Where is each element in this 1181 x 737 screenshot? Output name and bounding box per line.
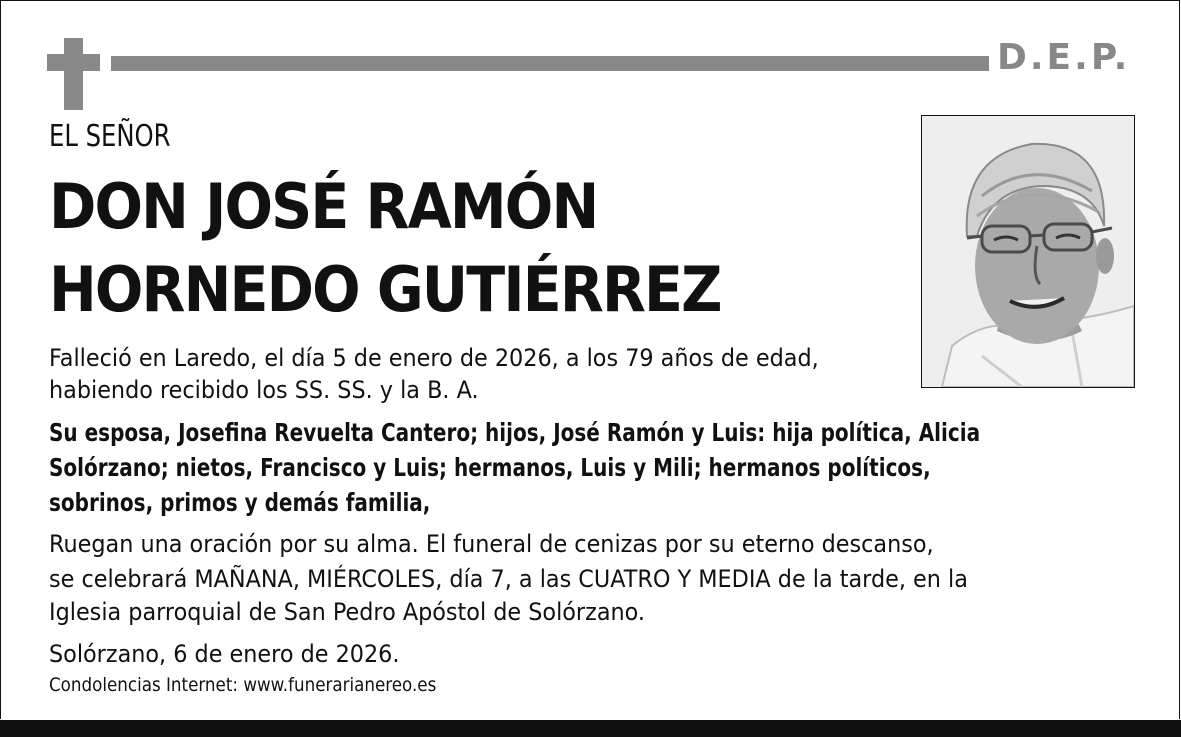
condolences-link[interactable]: Condolencias Internet: www.funerarianereo.es <box>49 674 437 696</box>
cross-icon-crossbar <box>47 54 100 71</box>
funeral-line2: se celebrará MAÑANA, MIÉRCOLES, día 7, a las CUATRO Y MEDIA de la tarde, en la <box>49 565 968 593</box>
death-notice-line2: habiendo recibido los SS. SS. y la B. A. <box>49 376 479 404</box>
funeral-line3: Iglesia parroquial de San Pedro Apóstol de Solórzano. <box>49 598 646 626</box>
portrait-image <box>922 116 1134 387</box>
cross-icon <box>64 38 83 110</box>
family-line2: Solórzano; nietos, Francisco y Luis; hermanos, Luis y Mili; hermanos políticos, <box>49 453 931 482</box>
family-line1: Su esposa, Josefina Revuelta Cantero; hijos, José Ramón y Luis: hija política, Alicia <box>49 418 981 447</box>
deceased-prefix: EL SEÑOR <box>49 119 171 154</box>
funeral-line1: Ruegan una oración por su alma. El funeral de cenizas por su eterno descanso, <box>49 530 934 558</box>
place-date: Solórzano, 6 de enero de 2026. <box>49 640 400 668</box>
deceased-name-line1: DON JOSÉ RAMÓN <box>49 170 598 243</box>
header-rule <box>111 56 989 71</box>
dep-label: D.E.P. <box>997 37 1131 78</box>
death-notice-line1: Falleció en Laredo, el día 5 de enero de 2026, a los 79 años de edad, <box>49 344 819 372</box>
deceased-name-line2: HORNEDO GUTIÉRREZ <box>49 253 721 326</box>
bottom-rule <box>0 720 1181 737</box>
deceased-portrait-photo <box>921 115 1135 388</box>
family-line3: sobrinos, primos y demás familia, <box>49 488 431 517</box>
